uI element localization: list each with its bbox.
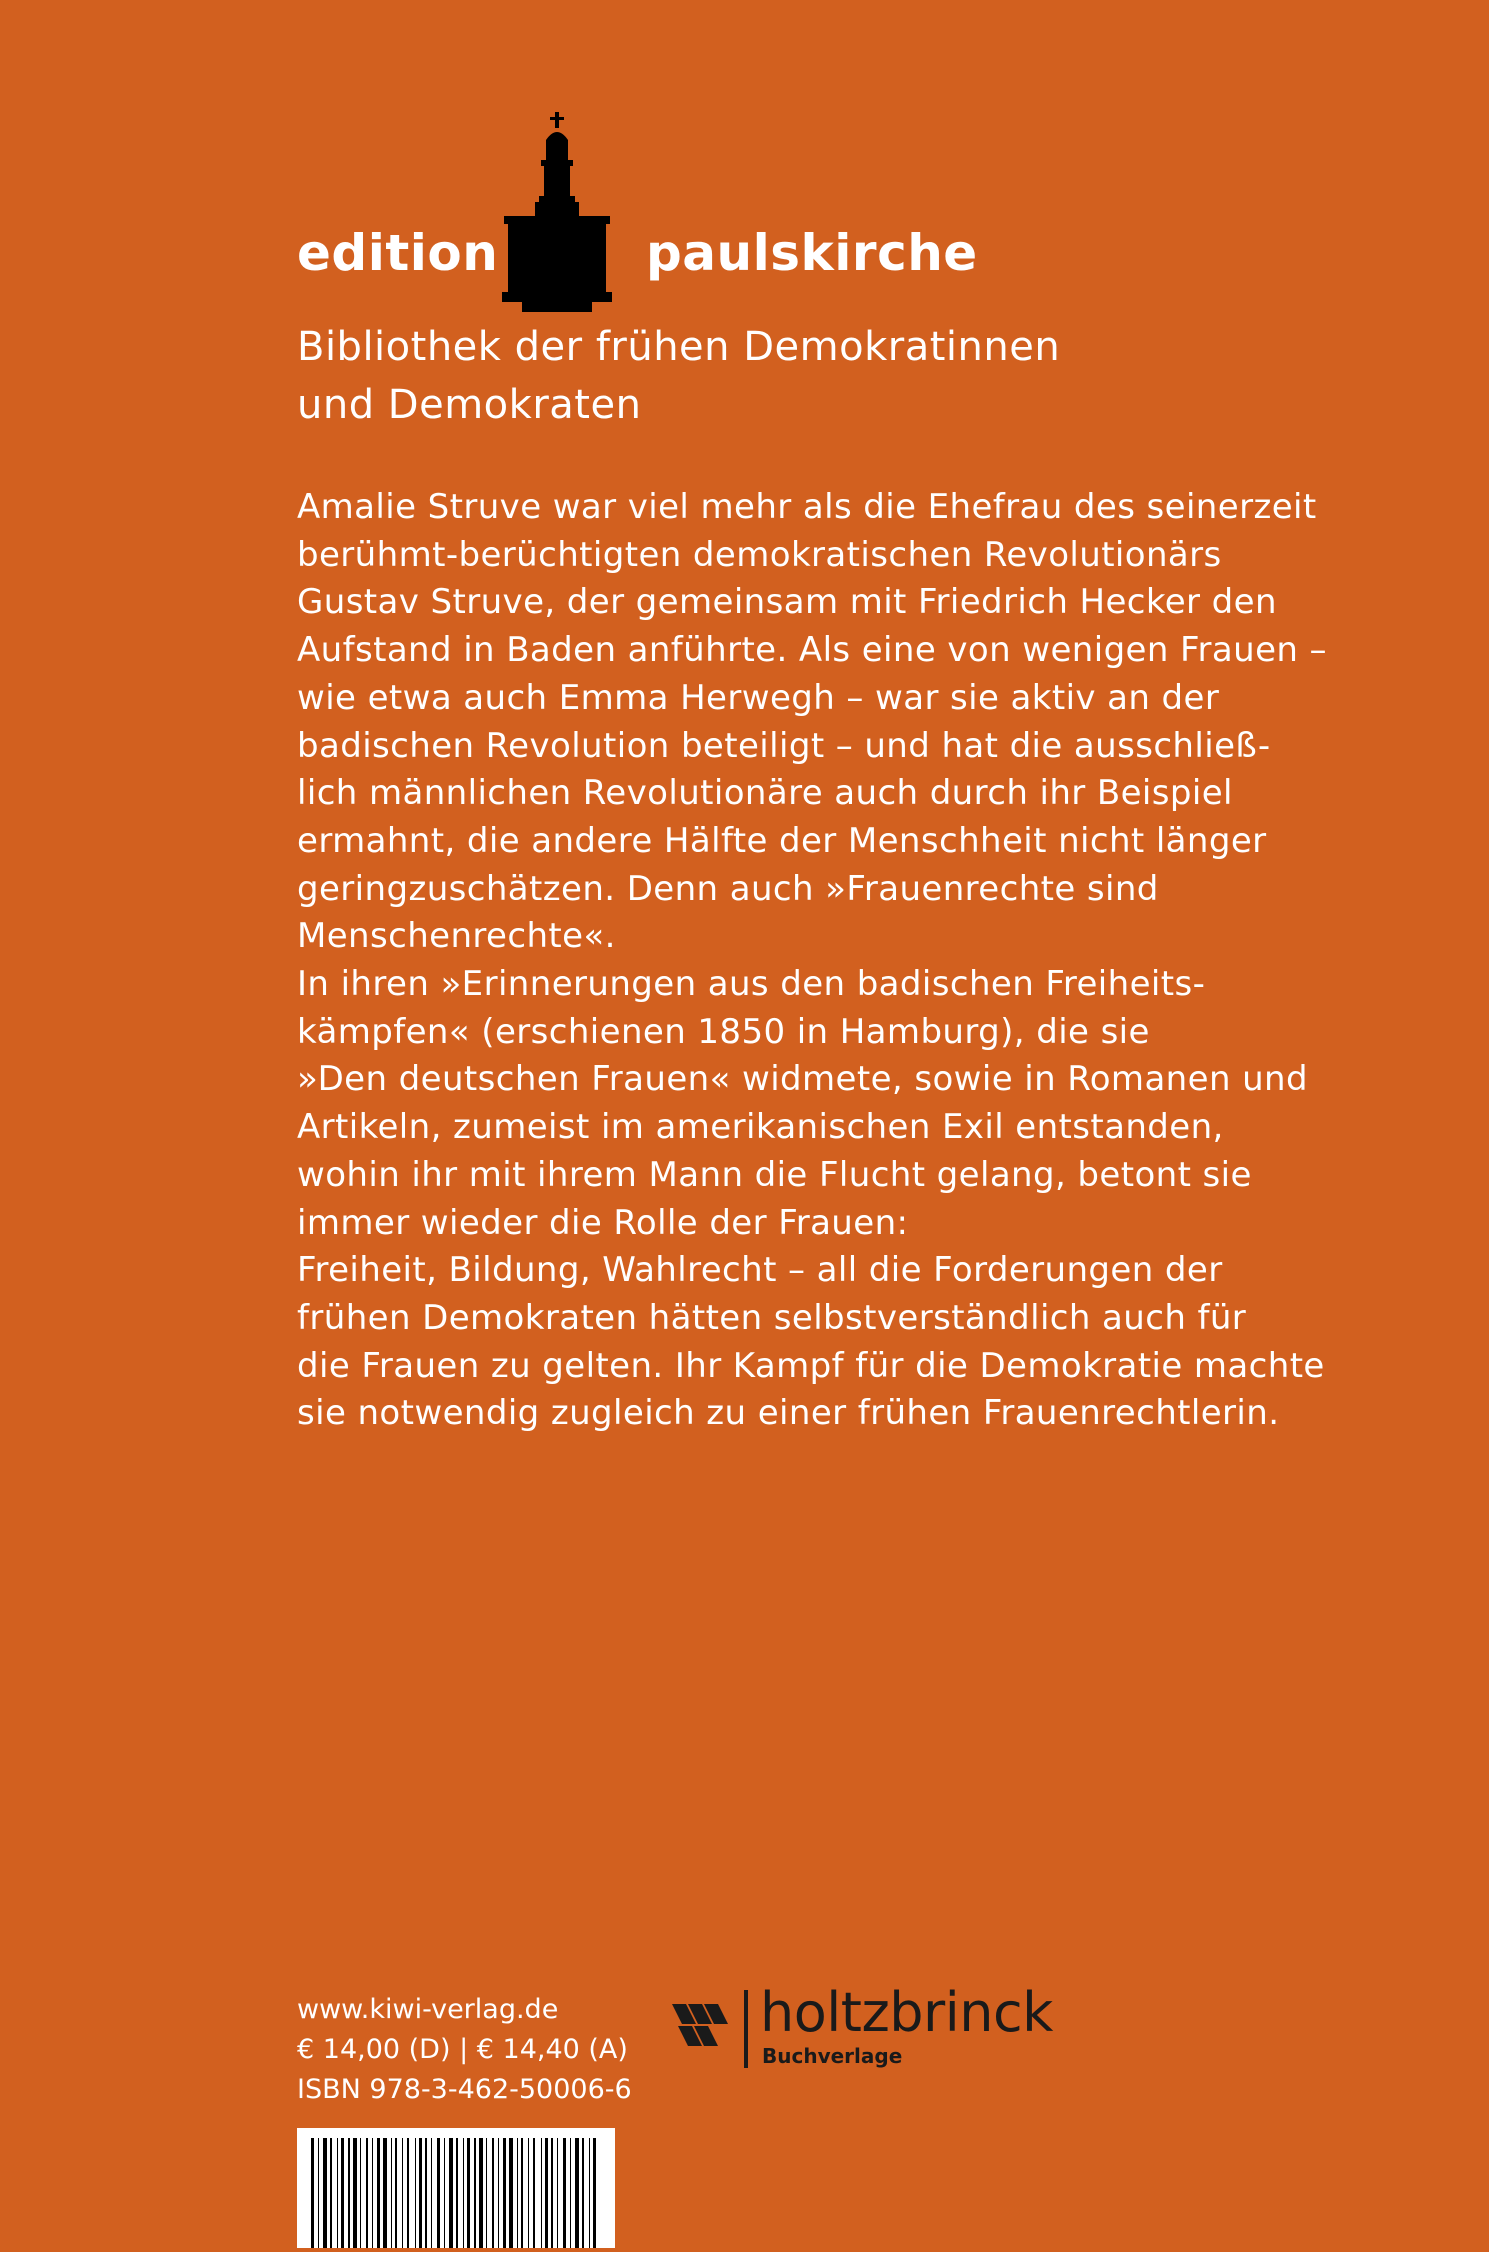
barcode-bar: [492, 2138, 494, 2248]
blurb-line: wie etwa auch Emma Herwegh – war sie aktiv an der: [297, 677, 1220, 718]
barcode-bar: [407, 2138, 409, 2248]
isbn: ISBN 978-3-462-50006-6: [297, 2074, 632, 2105]
barcode-bar: [341, 2138, 344, 2248]
blurb-line: Freiheit, Bildung, Wahlrecht – all die Forderungen der: [297, 1250, 1223, 1291]
brand-word-paulskirche: paulskirche: [646, 224, 978, 282]
blurb-line: badischen Revolution beteiligt – und hat die ausschließ-: [297, 725, 1271, 766]
blurb-line: die Frauen zu gelten. Ihr Kampf für die Demokratie machte: [297, 1345, 1325, 1386]
barcode-bar: [383, 2138, 387, 2248]
publisher-subtitle: Buchverlage: [762, 2044, 903, 2068]
barcode-bar: [593, 2138, 596, 2248]
barcode-bar: [419, 2138, 422, 2248]
barcode-bar: [528, 2138, 529, 2248]
holtzbrinck-mark-icon: [672, 1998, 730, 2048]
barcode-bar: [444, 2138, 445, 2248]
subtitle-line-1: Bibliothek der frühen Demokratinnen: [297, 324, 1061, 370]
barcode-bar: [360, 2138, 361, 2248]
blurb-line: Amalie Struve war viel mehr als die Ehefrau des seinerzeit: [297, 487, 1317, 527]
barcode-bar: [467, 2138, 470, 2248]
publisher-divider: [744, 1990, 748, 2068]
barcode-bar: [563, 2138, 566, 2248]
barcode-bar: [551, 2138, 553, 2248]
barcode-bar: [449, 2138, 453, 2248]
subtitle-line-2: und Demokraten: [297, 382, 642, 428]
barcode-bar: [545, 2138, 548, 2248]
barcode: [297, 2128, 615, 2248]
publisher-name: holtzbrinck: [760, 1981, 1053, 2044]
barcode-bar: [509, 2138, 513, 2248]
price-info: € 14,00 (D) | € 14,40 (A): [297, 2034, 628, 2065]
barcode-bar: [570, 2138, 571, 2248]
blurb-line: berühmt-berüchtigten demokratischen Revolutionärs: [297, 534, 1222, 575]
barcode-bar: [582, 2138, 584, 2248]
barcode-bar: [479, 2138, 483, 2248]
barcode-bar: [330, 2138, 332, 2248]
barcode-bar: [463, 2138, 464, 2248]
barcode-bar: [318, 2138, 319, 2248]
barcode-bar: [391, 2138, 392, 2248]
barcode-bar: [431, 2138, 432, 2248]
blurb-line: sie notwendig zugleich zu einer frühen Frauenrechtlerin.: [297, 1393, 1280, 1434]
barcode-bar: [503, 2138, 506, 2248]
barcode-bar: [366, 2138, 368, 2248]
barcode-bar: [575, 2138, 579, 2248]
blurb-line: »Den deutschen Frauen« widmete, sowie in Romanen und: [297, 1059, 1308, 1100]
barcode-bar: [437, 2138, 440, 2248]
barcode-bar: [557, 2138, 558, 2248]
blurb-line: wohin ihr mit ihrem Mann die Flucht gelang, betont sie: [297, 1154, 1252, 1195]
barcode-bar: [337, 2138, 338, 2248]
barcode-bar: [533, 2138, 535, 2248]
blurb-line: Gustav Struve, der gemeinsam mit Friedrich Hecker den: [297, 582, 1277, 623]
barcode-bar: [456, 2138, 458, 2248]
series-subtitle: [297, 318, 1297, 434]
blurb-line: ermahnt, die andere Hälfte der Menschheit nicht länger: [297, 820, 1267, 861]
barcode-bar: [395, 2138, 397, 2248]
barcode-bar: [498, 2138, 499, 2248]
barcode-bar: [323, 2138, 327, 2248]
barcode-bar: [486, 2138, 487, 2248]
barcode-bar: [372, 2138, 373, 2248]
blurb-line: Aufstand in Baden anführte. Als eine von wenigen Frauen –: [297, 630, 1327, 671]
barcode-bar: [541, 2138, 542, 2248]
blurb-line: kämpfen« (erschienen 1850 in Hamburg), die sie: [297, 1011, 1150, 1052]
church-tower-icon: [502, 112, 612, 312]
blurb-line: Artikeln, zumeist im amerikanischen Exil entstanden,: [297, 1107, 1224, 1148]
barcode-bar: [474, 2138, 476, 2248]
brand-word-edition: edition: [297, 224, 499, 282]
blurb-line: frühen Demokraten hätten selbstverständlich auch für: [297, 1297, 1247, 1338]
barcode-bar: [402, 2138, 403, 2248]
publisher-logo: [672, 1981, 1072, 2070]
barcode-bar: [311, 2138, 314, 2248]
barcode-bars: [297, 2128, 615, 2248]
barcode-bar: [353, 2138, 357, 2248]
blurb-line: immer wieder die Rolle der Frauen:: [297, 1202, 909, 1243]
barcode-bar: [589, 2138, 590, 2248]
barcode-bar: [415, 2138, 416, 2248]
series-brand: [297, 112, 1197, 342]
publication-info: [297, 1990, 657, 2110]
blurb-line: geringzuschätzen. Denn auch »Frauenrechte sind: [297, 868, 1159, 909]
blurb-line: Menschenrechte«.: [297, 916, 616, 957]
barcode-bar: [517, 2138, 518, 2248]
barcode-bar: [377, 2138, 380, 2248]
barcode-bar: [521, 2138, 523, 2248]
blurb-line: In ihren »Erinnerungen aus den badischen Freiheits-: [297, 964, 1206, 1005]
blurb-text: [297, 484, 1327, 1438]
publisher-website: www.kiwi-verlag.de: [297, 1994, 559, 2025]
blurb-line: lich männlichen Revolutionäre auch durch ihr Beispiel: [297, 773, 1233, 814]
barcode-bar: [425, 2138, 427, 2248]
barcode-bar: [348, 2138, 350, 2248]
